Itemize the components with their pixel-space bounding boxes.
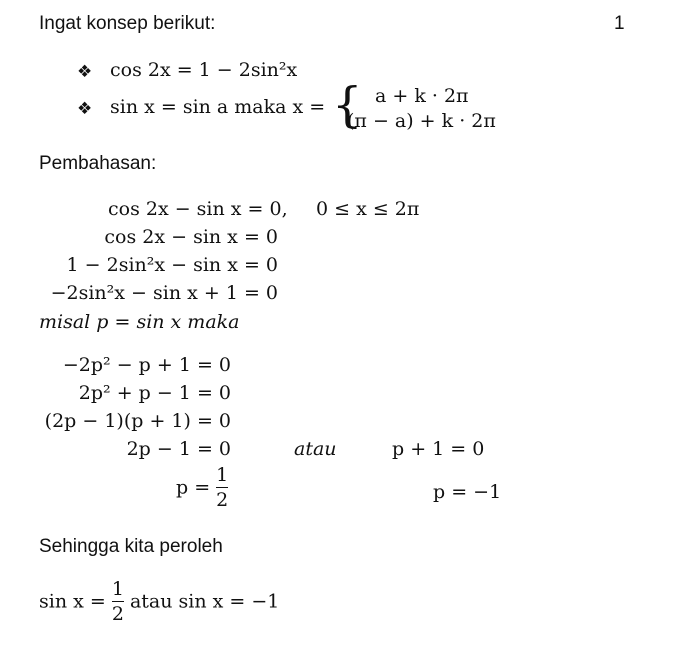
- heading: Ingat konsep berikut:: [39, 13, 216, 34]
- fraction-numerator: 1: [216, 464, 229, 486]
- final-result: [39, 578, 279, 625]
- concept-sine-equation: sin x = sin a maka x =: [110, 96, 326, 118]
- final-lhs: sin x =: [39, 590, 106, 613]
- factored-equation: (2p − 1)(p + 1) = 0: [44, 410, 231, 432]
- step-equation: −2sin²x − sin x + 1 = 0: [50, 282, 278, 304]
- final-rest: atau sin x = −1: [129, 590, 280, 613]
- quadratic-equation: 2p² + p − 1 = 0: [78, 382, 231, 404]
- conclusion-label: Sehingga kita peroleh: [39, 536, 223, 557]
- case-two: (π − a) + k · 2π: [347, 110, 496, 132]
- root-left-lhs: p =: [176, 476, 211, 499]
- step-equation: cos 2x − sin x = 0: [104, 226, 278, 248]
- concept-double-angle: cos 2x = 1 − 2sin²x: [110, 59, 298, 81]
- case-brace: {: [332, 77, 363, 133]
- case-one: a + k · 2π: [375, 85, 469, 107]
- step-equation: cos 2x − sin x = 0,: [108, 198, 288, 220]
- fraction: [216, 464, 228, 511]
- fraction-bar: [216, 487, 228, 488]
- root-left: [176, 464, 228, 511]
- atau-connector: atau: [294, 438, 337, 460]
- fraction-bar: [112, 601, 124, 602]
- factor-equation-left: 2p − 1 = 0: [126, 438, 231, 460]
- bullet-icon: ❖: [77, 99, 93, 119]
- substitution-text: misal p = sin x maka: [39, 311, 240, 333]
- factor-equation-right: p + 1 = 0: [392, 438, 485, 460]
- fraction-denominator: 2: [111, 603, 124, 625]
- fraction-numerator: 1: [111, 578, 124, 600]
- fraction: [112, 578, 124, 625]
- quadratic-equation: −2p² − p + 1 = 0: [62, 354, 231, 376]
- root-right: p = −1: [433, 481, 502, 503]
- fraction-denominator: 2: [216, 489, 229, 511]
- bullet-icon: ❖: [77, 62, 93, 82]
- domain-condition: 0 ≤ x ≤ 2π: [316, 198, 420, 220]
- step-equation: 1 − 2sin²x − sin x = 0: [66, 254, 278, 276]
- pembahasan-label: Pembahasan:: [39, 153, 157, 174]
- page-number: 1: [614, 13, 625, 34]
